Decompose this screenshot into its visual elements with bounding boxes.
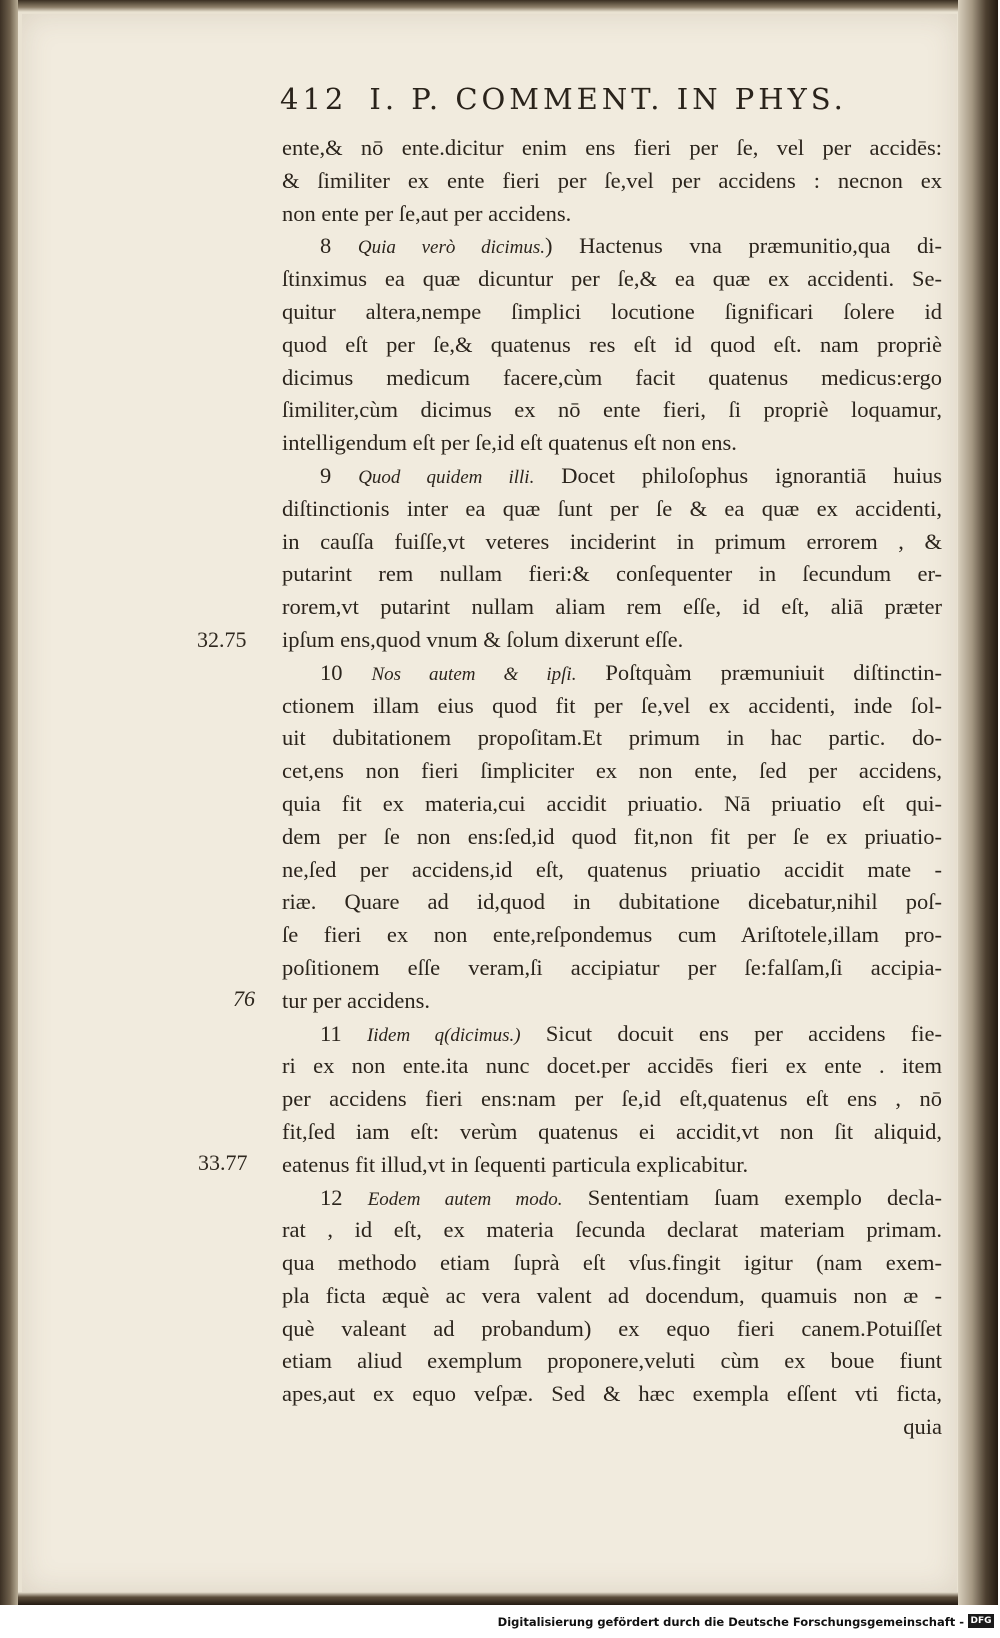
text-line: uit dubitationem propoſitam.Et primum in hac partic. do- (282, 725, 942, 751)
margin-note: 32.75 (197, 627, 247, 652)
text-line: per accidens fieri ens:nam per ſe,id eſt,quatenus eſt ens , nō (282, 1086, 942, 1112)
page-number: 412 (280, 82, 348, 116)
margin-note: 33.77 (198, 1150, 248, 1175)
lemma: Iidem q(dicimus.) (366, 1024, 521, 1046)
footer-credit: Digitalisierung gefördert durch die Deutsche Forschungsgemeinschaft - (497, 1615, 964, 1629)
text-line: & ſimiliter ex ente fieri per ſe,vel per accidens : necnon ex (282, 167, 942, 193)
paragraph-number: 8 (320, 233, 332, 259)
text-line: riæ. Quare ad id,quod in dubitatione dicebatur,nihil poſ- (282, 889, 942, 915)
text-line: tur per accidens. (282, 987, 431, 1013)
dfg-logo: DFG (968, 1614, 994, 1628)
text-block (282, 132, 942, 1444)
text-line: rorem,vt putarint nullam aliam rem eſſe, id eſt, aliā præter (282, 594, 942, 620)
scan-edge-right (958, 0, 998, 1605)
text-line (282, 460, 942, 493)
text-line: apes,aut ex equo veſpæ. Sed & hæc exempla eſſent vti ficta, (282, 1381, 942, 1407)
text-line: etiam aliud exemplum proponere,veluti cùm ex boue fiunt (282, 1348, 942, 1374)
paragraph-number: 9 (320, 462, 332, 488)
text-line: non ente per ſe,aut per accidens. (282, 200, 572, 226)
text-line (282, 657, 942, 690)
text-line: rat , id eſt, ex materia ſecunda declarat materiam primam. (282, 1217, 942, 1243)
scan-edge-left (0, 0, 18, 1605)
text-line: eatenus fit illud,vt in ſequenti particula explicabitur. (282, 1151, 749, 1177)
text-line: ctionem illam eius quod fit per ſe,vel ex accidenti, inde ſol- (282, 692, 942, 718)
running-head (280, 82, 880, 122)
text-line (282, 230, 942, 263)
text-line: diſtinctionis inter ea quæ ſunt per ſe & ea quæ ex accidenti, (282, 495, 942, 521)
text-line: ente,& nō ente.dicitur enim ens fieri per ſe, vel per accidēs: (282, 135, 942, 160)
text-line (282, 1182, 942, 1215)
running-title: I. P. COMMENT. IN PHYS. (369, 82, 847, 116)
scan-edge-bottom (0, 1592, 998, 1605)
text-line: in cauſſa fuiſſe,vt veteres inciderint in primum errorem , & (282, 528, 942, 554)
text-line: quia fit ex materia,cui accidit priuatio. Nā priuatio eſt qui- (282, 790, 942, 816)
text-line: què valeant ad probandum) ex equo fieri canem.Potuiſſet (282, 1315, 942, 1341)
paragraph-number: 12 (320, 1184, 343, 1210)
text-line: putarint rem nullam fieri:& conſequenter in ſecundum er- (282, 561, 942, 587)
lemma: Quia verò dicimus. (357, 237, 545, 259)
text-line: quitur altera,nempe ſimplici locutione ſignificari ſolere id (282, 298, 942, 324)
text-line: cet,ens non fieri ſimpliciter ex non ente, ſed per accidens, (282, 758, 942, 784)
text-line: pla ficta æquè ac vera valent ad docendum, quamuis non æ - (282, 1282, 942, 1308)
paragraph-number: 10 (320, 659, 343, 685)
text-line: intelligendum eſt per ſe,id eſt quatenus eſt non ens. (282, 430, 737, 456)
lemma: Eodem autem modo. (367, 1188, 563, 1210)
text-line: quod eſt per ſe,& quatenus res eſt id quod eſt. nam propriè (282, 331, 942, 357)
text-line: fit,ſed iam eſt: verùm quatenus ei accidit,vt non ſit aliquid, (282, 1118, 942, 1144)
scan-edge-top (0, 0, 998, 12)
text-line: dem per ſe non ens:ſed,id quod fit,non fit per ſe ex priuatio- (282, 823, 942, 849)
text-line: ſimiliter,cùm dicimus ex nō ente fieri, ſi propriè loquamur, (282, 397, 942, 423)
lemma: Nos autem & ipſi. (371, 663, 577, 685)
line-text: Sententiam ſuam exemplo decla- (562, 1184, 942, 1210)
text-line: dicimus medicum facere,cùm facit quatenus medicus:ergo (282, 364, 942, 390)
text-line: ne,ſed per accidens,id eſt, quatenus priuatio accidit mate - (282, 856, 942, 882)
text-line: qua methodo etiam ſuprà eſt vſus.fingit igitur (nam exem- (282, 1250, 942, 1276)
text-line: ri ex non ente.ita nunc docet.per accidēs fieri ex ente . item (282, 1053, 942, 1079)
line-text: Poſtquàm præmuniuit diſtinctin- (576, 659, 942, 685)
text-line (282, 1018, 942, 1051)
line-text: Docet philoſophus ignorantiā huius (534, 462, 943, 488)
paragraph-number: 11 (320, 1020, 342, 1046)
line-text: ) Hactenus vna præmunitio,qua di- (544, 233, 943, 259)
text-line: ipſum ens,quod vnum & ſolum dixerunt eſſe. (282, 626, 684, 652)
line-text: Sicut docuit ens per accidens fie- (520, 1020, 943, 1046)
text-line: poſitionem eſſe veram,ſi accipiatur per ſe:falſam,ſi accipia- (282, 954, 942, 980)
margin-note: 76 (233, 986, 255, 1011)
text-line: ſtinximus ea quæ dicuntur per ſe,& ea quæ ex accidenti. Se- (282, 266, 942, 292)
lemma: Quod quidem illi. (358, 466, 535, 488)
text-line: ſe fieri ex non ente,reſpondemus cum Ariſtotele,illam pro- (282, 922, 942, 948)
text-line: quia (903, 1414, 942, 1440)
